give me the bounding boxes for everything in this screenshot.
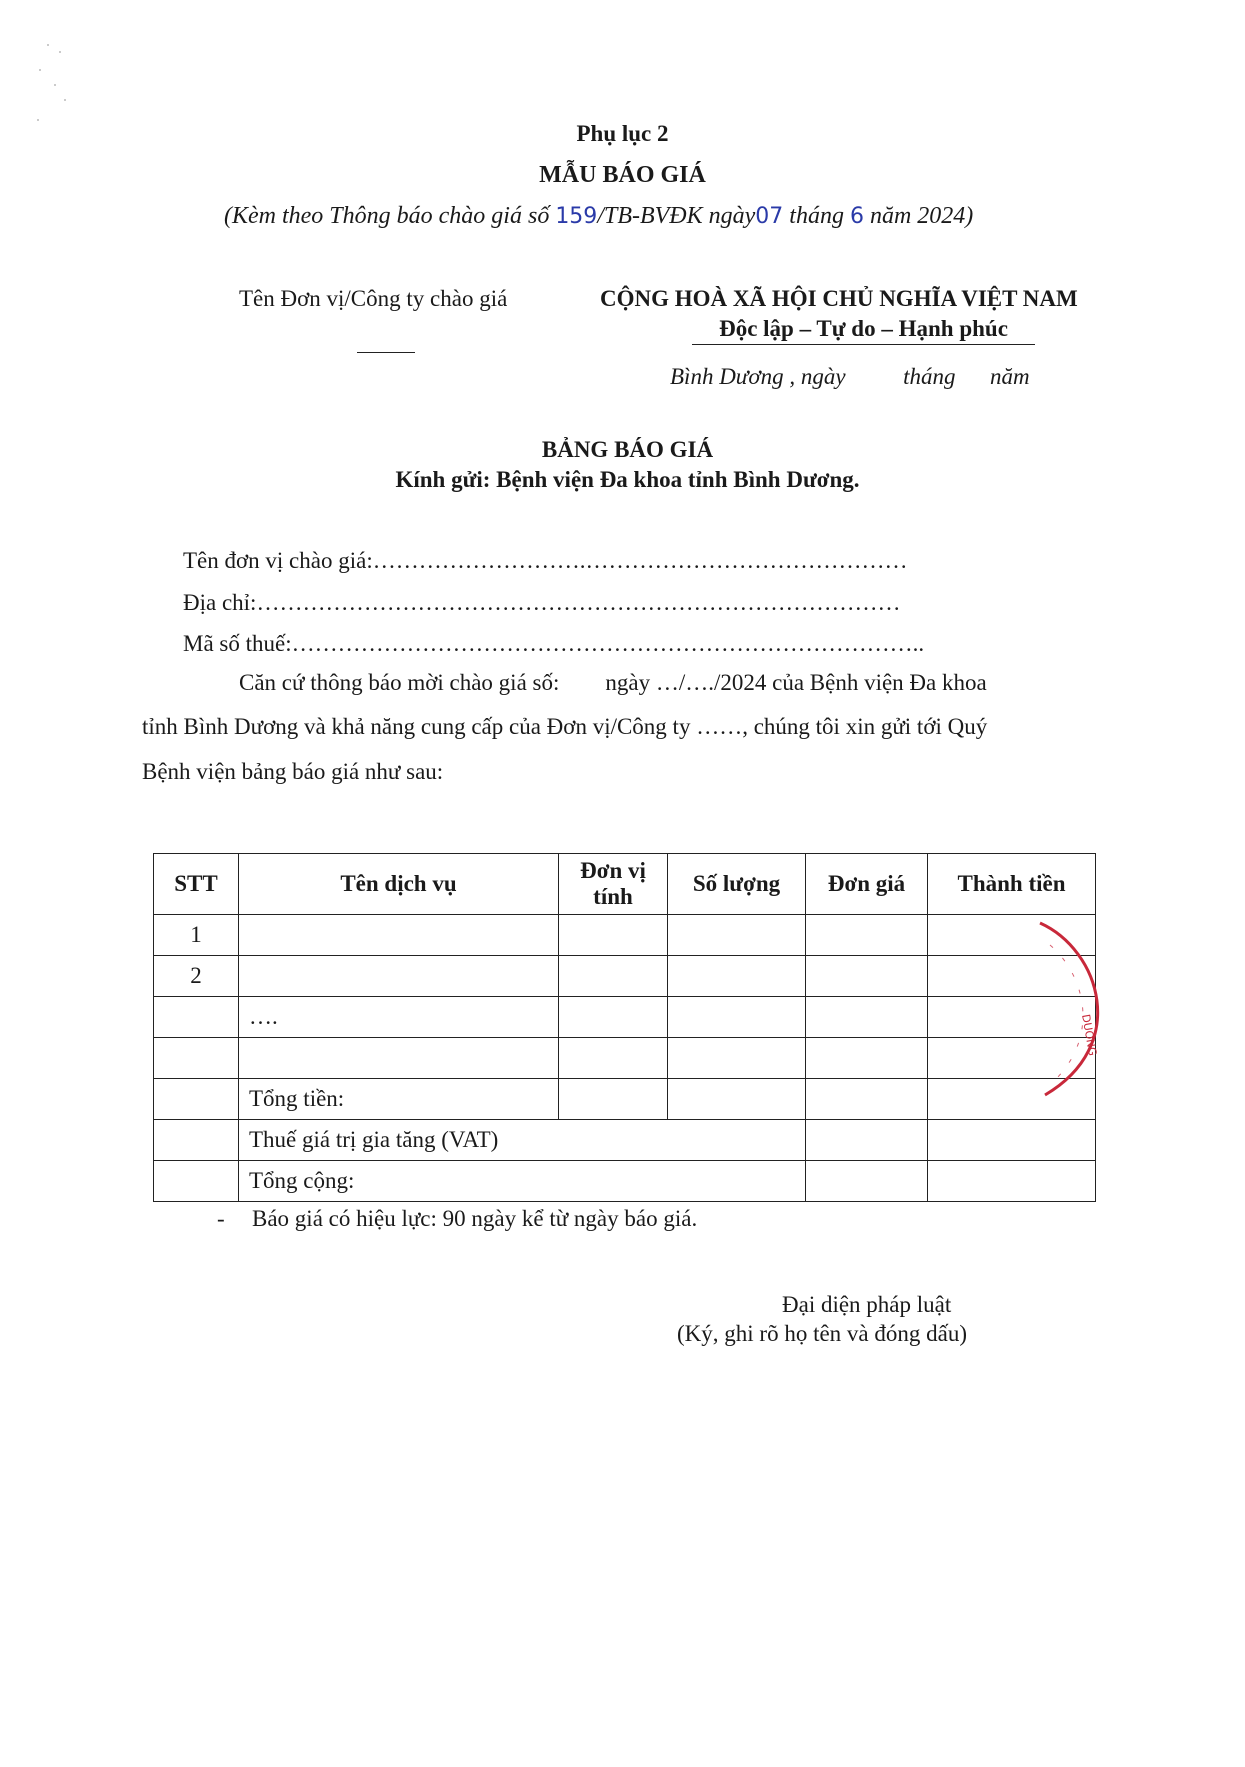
row-stt: 1 (154, 915, 239, 956)
handwritten-number: 159 (555, 204, 598, 229)
svg-text:DUONG: DUONG (1079, 1013, 1100, 1057)
grand-total-label: Tổng cộng: (239, 1161, 806, 1202)
cell (668, 1079, 806, 1120)
subtitle-month-label: tháng (783, 203, 850, 229)
cell (668, 915, 806, 956)
table-header-row (154, 854, 1096, 915)
row-service (239, 915, 559, 956)
cell (668, 1038, 806, 1079)
cell (806, 956, 928, 997)
subtitle-mid: /TB-BVĐK ngày (597, 203, 756, 229)
header-stt: STT (154, 854, 239, 915)
cell (806, 1038, 928, 1079)
quote-table (153, 853, 1096, 1202)
header-unit-price: Đơn giá (806, 854, 928, 915)
quote-title: BẢNG BÁO GIÁ (541, 437, 714, 462)
signature-title: Đại diện pháp luật (782, 1292, 952, 1317)
total-row (154, 1079, 1096, 1120)
red-stamp-icon (1030, 915, 1120, 1100)
cell (928, 1120, 1096, 1161)
row-service (239, 1038, 559, 1079)
table-row (154, 915, 1096, 956)
field-company-name: Tên đơn vị chào giá:……………………….…………………………………… (183, 548, 908, 573)
nation-title: CỘNG HOÀ XÃ HỘI CHỦ NGHĨA VIỆT NAM (600, 286, 1078, 311)
cell (928, 1161, 1096, 1202)
field-address: Địa chỉ:………………………………………………………………………… (183, 590, 901, 615)
company-label: Tên Đơn vị/Công ty chào giá (239, 286, 508, 311)
row-stt (154, 997, 239, 1038)
cell (154, 1120, 239, 1161)
cell (806, 915, 928, 956)
table-row (154, 956, 1096, 997)
cell (559, 1079, 668, 1120)
vat-row (154, 1120, 1096, 1161)
signature-instruction: (Ký, ghi rõ họ tên và đóng dấu) (677, 1321, 967, 1346)
motto-underline (692, 344, 1035, 345)
cell (559, 1038, 668, 1079)
cell (154, 1079, 239, 1120)
appendix-label: Phụ lục 2 (576, 121, 669, 146)
cell (559, 956, 668, 997)
cell (154, 1161, 239, 1202)
document-subtitle (224, 203, 973, 230)
table-row (154, 997, 1096, 1038)
cell (668, 997, 806, 1038)
company-divider (357, 352, 415, 353)
header-unit: Đơn vị tính (559, 854, 668, 915)
paragraph-line-2: tỉnh Bình Dương và khả năng cung cấp của Đơn vị/Công ty ……, chúng tôi xin gửi tới Quý (142, 714, 988, 739)
grand-total-row (154, 1161, 1096, 1202)
row-service: …. (239, 997, 559, 1038)
recipient: Kính gửi: Bệnh viện Đa khoa tỉnh Bình Dương. (395, 467, 860, 492)
cell (806, 997, 928, 1038)
handwritten-day: 07 (755, 204, 784, 229)
paragraph-line-3: Bệnh viện bảng báo giá như sau: (142, 759, 444, 784)
cell (668, 956, 806, 997)
row-service (239, 956, 559, 997)
cell (806, 1079, 928, 1120)
header-quantity: Số lượng (668, 854, 806, 915)
total-label: Tổng tiền: (239, 1079, 559, 1120)
header-service-name: Tên dịch vụ (239, 854, 559, 915)
cell (806, 1161, 928, 1202)
handwritten-month: 6 (849, 204, 864, 229)
table-row (154, 1038, 1096, 1079)
row-stt: 2 (154, 956, 239, 997)
validity-note: Báo giá có hiệu lực: 90 ngày kể từ ngày báo giá. (252, 1206, 698, 1231)
row-stt (154, 1038, 239, 1079)
cell (806, 1120, 928, 1161)
note-dash: - (217, 1206, 225, 1231)
subtitle-prefix: (Kèm theo Thông báo chào giá số (224, 203, 556, 229)
document-title: MẪU BÁO GIÁ (539, 162, 706, 188)
field-tax-code: Mã số thuế:……………………………………………………………………….. (183, 631, 925, 656)
motto: Độc lập – Tự do – Hạnh phúc (719, 316, 1008, 341)
cell (559, 915, 668, 956)
vat-label: Thuế giá trị gia tăng (VAT) (239, 1120, 806, 1161)
subtitle-suffix: năm 2024) (863, 203, 974, 229)
cell (559, 997, 668, 1038)
scan-artifact (30, 40, 80, 130)
place-date: Bình Dương , ngày tháng năm (670, 364, 1030, 389)
header-amount: Thành tiền (928, 854, 1096, 915)
paragraph-line-1: Căn cứ thông báo mời chào giá số: ngày …/…./2024 của Bệnh viện Đa khoa (239, 670, 987, 695)
